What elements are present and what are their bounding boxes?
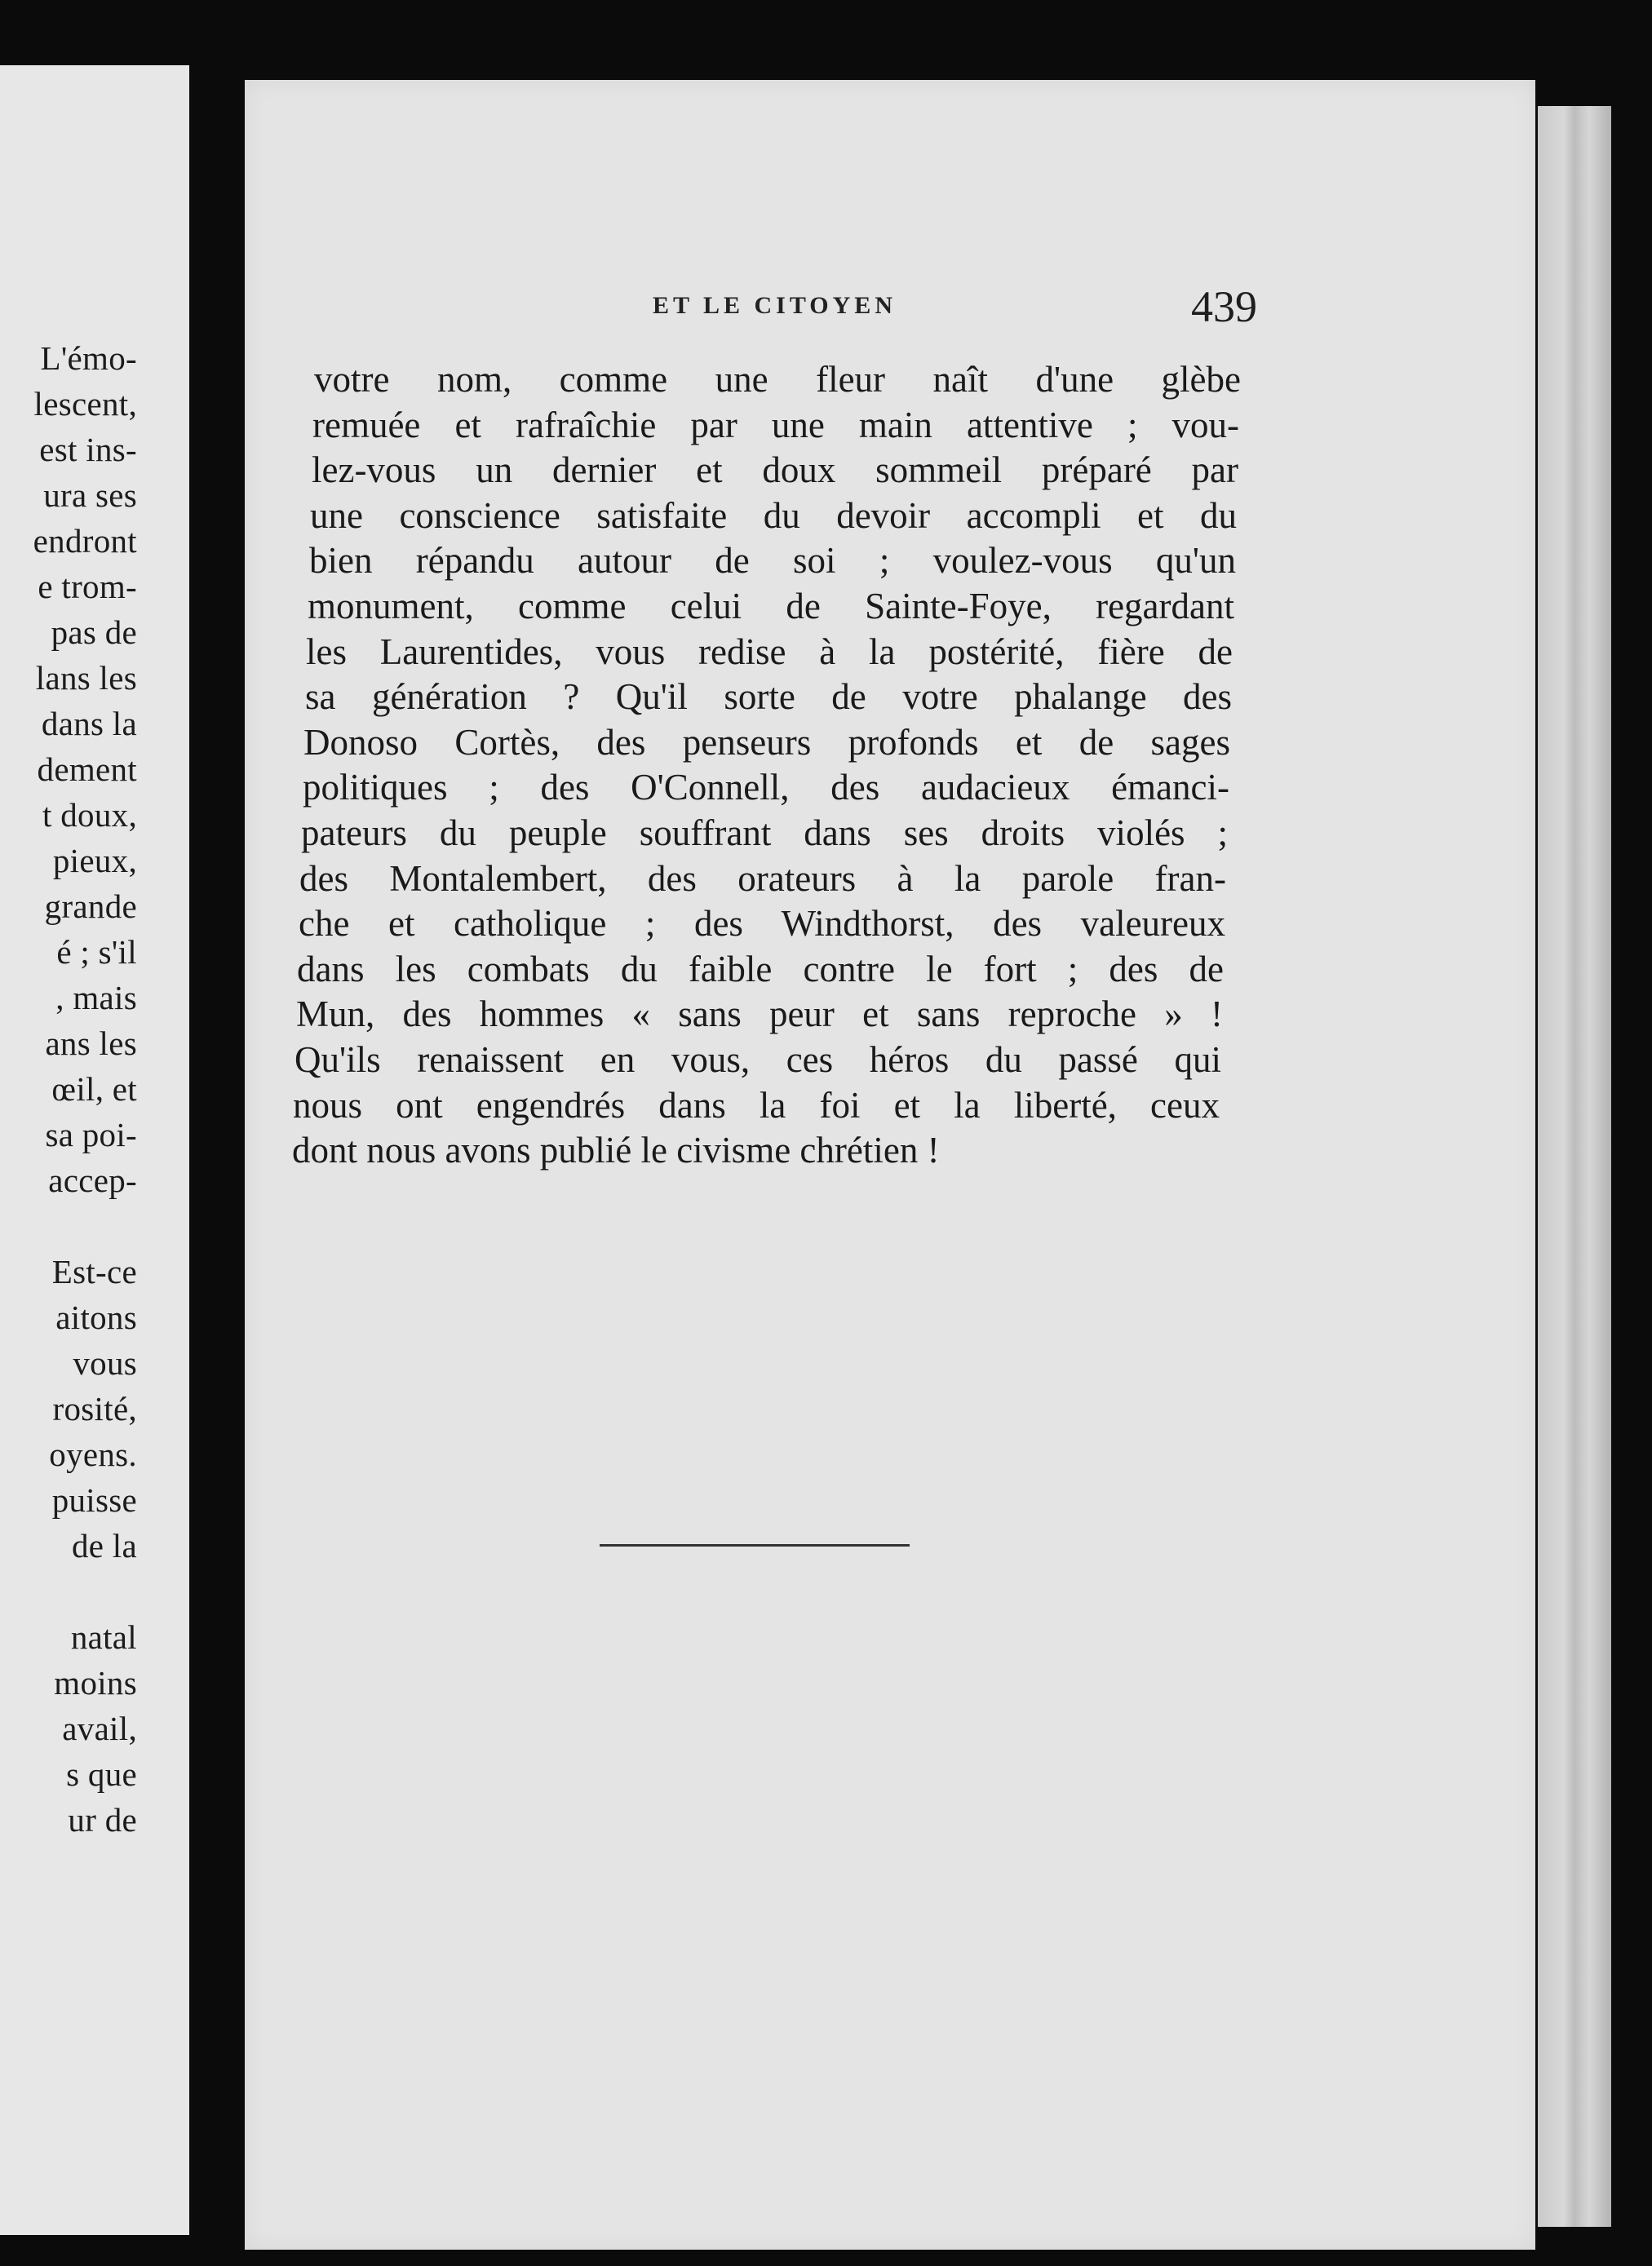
left-page-line: L'émo- [40,339,137,377]
left-page-line: accep- [48,1162,137,1199]
end-rule [600,1544,910,1547]
left-page-line: rosité, [52,1390,137,1427]
left-page-line: ur de [68,1801,137,1839]
text-line: nous ont engendrés dans la foi et la liberté, ceux [293,1084,1220,1126]
text-line: Donoso Cortès, des penseurs profonds et de sages [303,721,1230,763]
text-line: bien répandu autour de soi ; voulez-vous qu'un [309,540,1236,582]
left-page-line: lans les [35,659,137,697]
left-page-line: pas de [51,613,137,651]
text-line: votre nom, comme une fleur naît d'une glèbe [314,359,1241,400]
left-page-line: lescent, [33,385,137,423]
left-page-line: Est-ce [51,1253,137,1290]
left-page-line: oyens. [49,1436,137,1473]
left-page-line: œil, et [51,1070,137,1108]
text-line: Qu'ils renaissent en vous, ces héros du passé qui [295,1039,1221,1080]
text-line: sa génération ? Qu'il sorte de votre phalange des [305,676,1232,718]
left-page-line: pieux, [52,842,137,879]
left-page-line: natal [70,1618,137,1656]
left-page-line: dement [37,750,137,788]
left-page-line: grande [44,887,137,925]
left-page-line: de la [71,1527,137,1565]
left-page-line: puisse [51,1481,137,1519]
running-head: ET LE CITOYEN [653,292,897,319]
page-number: 439 [1191,282,1257,331]
text-line: dans les combats du faible contre le fort ; des de [297,948,1224,989]
text-line: une conscience satisfaite du devoir accompli et du [310,494,1237,536]
left-page-line: moins [54,1664,137,1702]
text-line: remuée et rafraîchie par une main attentive ; vou- [312,404,1239,445]
text-line: dont nous avons publié le civisme chrétien ! [292,1130,940,1171]
text-line: monument, comme celui de Sainte-Foye, regardant [308,586,1234,626]
text-line: des Montalembert, des orateurs à la parole fran- [299,857,1226,899]
left-page-line: e trom- [38,568,137,605]
left-page-line: sa poi- [45,1116,137,1153]
left-page-line: ura ses [43,476,137,514]
left-page-line: endront [33,522,137,560]
left-page-line: s que [66,1755,137,1793]
left-page [0,65,189,2235]
left-page-line: t doux, [42,796,137,834]
left-page-line: vous [73,1344,137,1382]
text-line: les Laurentides, vous redise à la postérité, fière de [306,631,1233,672]
text-line: lez-vous un dernier et doux sommeil préparé par [312,449,1238,491]
text-line: pateurs du peuple souffrant dans ses droits violés ; [301,812,1228,853]
left-page-line: , mais [55,979,137,1016]
left-page-line: é ; s'il [56,933,137,971]
left-page-line: dans la [41,705,137,742]
left-page-line: ans les [45,1025,137,1062]
page-edges [1538,106,1611,2227]
left-page-line: avail, [62,1710,137,1747]
text-line: politiques ; des O'Connell, des audacieux émanci- [303,767,1229,808]
text-line: che et catholique ; des Windthorst, des valeureux [299,903,1225,945]
left-page-line: est ins- [39,431,137,468]
text-line: Mun, des hommes « sans peur et sans reproche » ! [296,994,1223,1035]
left-page-line: aitons [55,1299,137,1336]
